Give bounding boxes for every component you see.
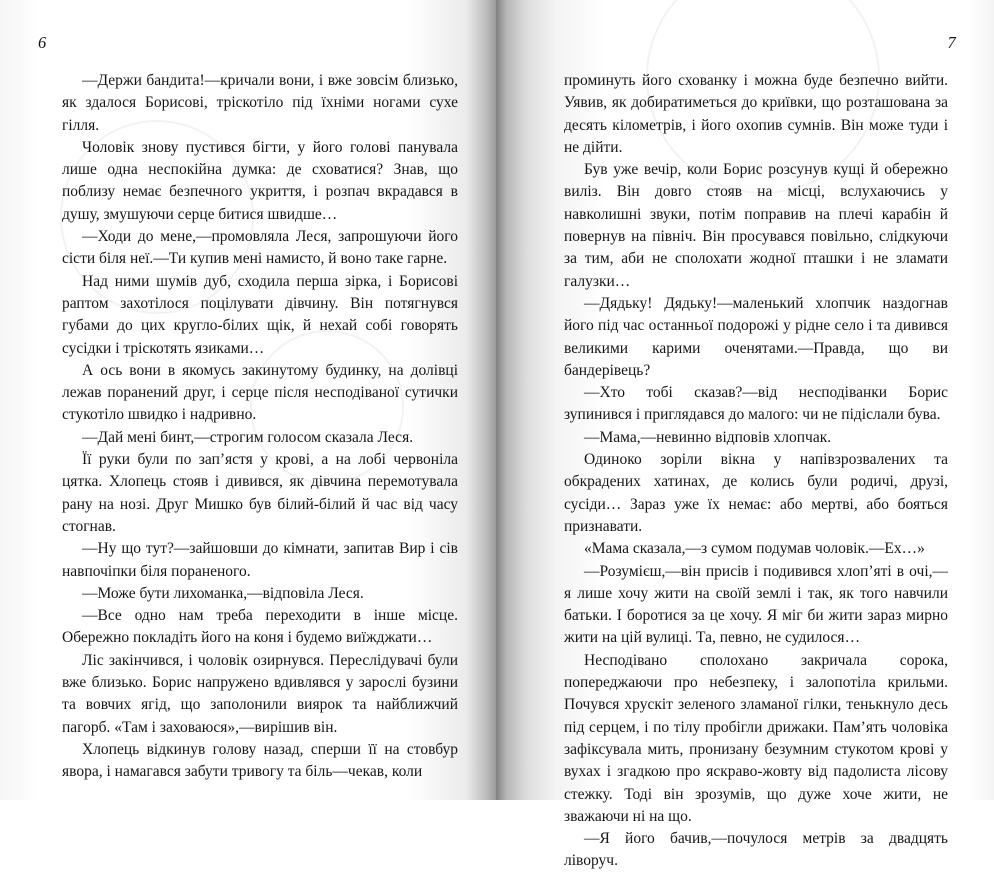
paragraph: А ось вони в якомусь закинутому будинку, на долівці лежав поранений друг, і серце після несподіваної сутички стукотіло швидко і надривно. xyxy=(62,361,458,424)
page-number: 6 xyxy=(38,33,47,52)
paragraph: —Мама,—невинно відповів хлопчак. xyxy=(584,428,832,446)
paragraph: —Все одно нам треба переходити в інше місце. Обережно покладіть його на коня і будемо виїжджати… xyxy=(62,607,458,647)
paragraph: Над ними шумів дуб, сходила перша зірка, і Борисові раптом захотілося поцілувати дівчину. Він потягнувся губами до цих кругло-білих щік, й нехай собі говорять сусідки і тріскотять язиками… xyxy=(62,272,458,357)
page-text xyxy=(564,70,948,873)
page-text xyxy=(62,70,458,784)
paragraph: —Дай мені бинт,—строгим голосом сказала Леся. xyxy=(82,428,414,446)
right-page xyxy=(496,0,994,870)
paragraph: —Дядьку! Дядьку!—маленький хлопчик наздогнав його під час останньої подорожі у рідне село і та дивився великими карими оченятами.—Правда, що ви бандерівець? xyxy=(564,294,948,379)
paragraph: Її руки були по зап’ястя у крові, а на лобі червоніла цятка. Хлопець стояв і дивився, як дівчина перемотувала рану на нозі. Друг Мишко був білий-білий й час від часу стогнав. xyxy=(62,451,458,535)
paragraph: Одиноко зоріли вікна у напівзрозвалених та обкрадених хатинах, де колись були родичі, друзі, сусіди… Зараз уже їх немає: або мертві, або бояться признавати. xyxy=(564,451,948,535)
paragraph: проминуть його схованку і можна буде безпечно вийти. Уявив, як добиратиметься до криївки, що розташована за десять кілометрів, і його охопив сумнів. Він може туди і не дійти. xyxy=(564,72,948,156)
paragraph: —Держи бандита!—кричали вони, і вже зовсім близько, як здалося Борисові, тріскотіло під їхніми ногами сухе гілля. xyxy=(62,72,458,134)
paragraph: Несподівано сполохано закричала сорока, попереджаючи про небезпеку, і залопотіла крильми. Почувся хрускіт зеленого зламаної гілки, тенькнуло десь під серцем, і по тілу пробігли дрижаки. Пам’ять чоловіка зафіксувала мить, пронизану безумним стукотом крові у вухах і згадкою про яскраво-жовту від падолиста лісову стежку. Тоді він зрозумів, що дуже хоче жити, не зважаючи ні на що. xyxy=(564,651,948,825)
paragraph: Хлопець відкинув голову назад, сперши її на стовбур явора, і намагався забути тривогу та біль—чекав, коли xyxy=(62,740,458,781)
paragraph: —Розумієш,—він присів і подивився хлоп’яті в очі,—я лише хочу жити на своїй землі і так, як того навчили батьки. І боротися за це хочу. Я міг би жити зараз мирно жити на цій вулиці. Та, певно, не судилося… xyxy=(564,562,948,647)
left-page xyxy=(0,0,496,800)
paragraph: —Може бути лихоманка,—відповіла Леся. xyxy=(82,584,364,602)
paragraph: «Мама сказала,—з сумом подумав чоловік.—Ех…» xyxy=(584,540,925,558)
paragraph: Був уже вечір, коли Борис розсунув кущі й обережно виліз. Він довго стояв на місці, вслухаючись у навколишні звуки, потім поправив на плечі карабін й повернув на північ. Він просувався повільно, слідкуючи за тим, аби не сполохати жодної пташки і не зламати галузки… xyxy=(564,161,948,290)
paragraph: —Ходи до мене,—промовляла Леся, запрошуючи його сісти біля неї.—Ти купив мені намисто, й воно таке гарне. xyxy=(62,228,458,268)
paragraph: —Ну що тут?—зайшовши до кімнати, запитав Вир і сів навпочіпки біля пораненого. xyxy=(62,540,458,580)
paragraph: —Я його бачив,—почулося метрів за двадцять ліворуч. xyxy=(564,830,948,870)
paragraph: —Хто тобі сказав?—від несподіванки Борис зупинився і приглядався до малого: чи не підіслали бува. xyxy=(564,384,948,424)
page-number: 7 xyxy=(947,33,956,52)
paragraph: Ліс закінчився, і чоловік озирнувся. Переслідувачі були вже близько. Борис напружено вдивлявся у зарослі бузини та вовчих ягід, що заполонили виярок та найближчий пагорб. «Там і заховаюся»,—вирішив він. xyxy=(62,651,458,736)
paragraph: Чоловік знову пустився бігти, у його голові панувала лише одна неспокійна думка: де сховатися? Знав, що поблизу немає безпечного укриття, і розпач вкрадався в душу, змушуючи серце битися швидше… xyxy=(62,138,458,223)
